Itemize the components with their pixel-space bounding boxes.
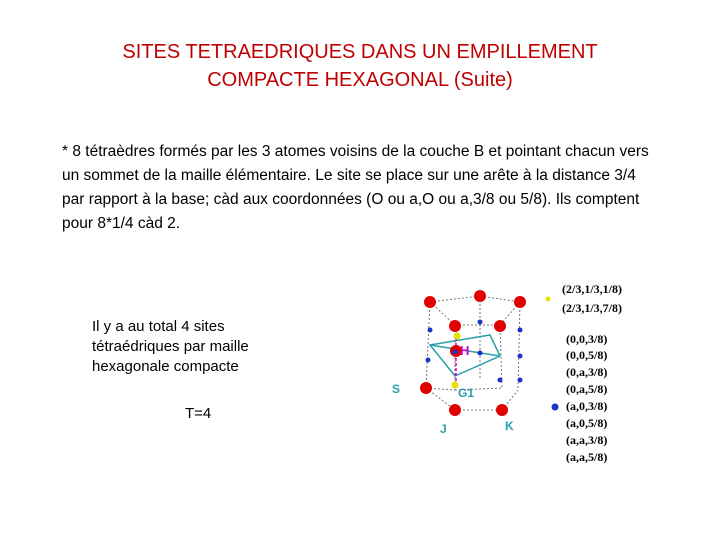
blue-coord: (a,a,5/8) [566, 450, 608, 464]
site-dot [426, 358, 431, 363]
label-s: S [392, 382, 401, 396]
blue-coord: (a,0,3/8) [566, 399, 608, 413]
body-paragraph: * 8 tétraèdres formés par les 3 atomes voisins de la couche B et pointant chacun vers un sommet de la maille élémentaire. Le site se place sur une arête à la distance 3/4 par rapport à la base; càd aux coordonnées (O ou a,O ou a,3/8 ou 5/8). Ils comptent pour 8*1/4 càd 2. [62, 143, 649, 232]
title-line-1: SITES TETRAEDRIQUES DANS UN EMPILLEMENT [122, 41, 598, 63]
blue-coord: (0,0,5/8) [566, 348, 608, 362]
yellow-coord: (2/3,1/3,1/8) [562, 282, 622, 296]
site-dot [478, 320, 483, 325]
total-sites-note: Il y a au total 4 sites tétraédriques par maille hexagonale compacte [92, 318, 249, 375]
site-dot [518, 378, 523, 383]
label-h: H [460, 343, 470, 358]
blue-coord: (0,a,3/8) [566, 365, 608, 379]
atom [449, 404, 461, 416]
yellow-coord: (2/3,1/3,7/8) [562, 301, 622, 315]
site-dot [518, 354, 523, 359]
atom [420, 382, 432, 394]
atom [474, 290, 486, 302]
blue-coord: (a,a,3/8) [566, 433, 608, 447]
site-dot [454, 333, 461, 340]
legend-blue-dot [552, 404, 559, 411]
t-value: T=4 [185, 405, 212, 422]
atom [514, 296, 526, 308]
atom [496, 404, 508, 416]
legend-yellow-dot [546, 297, 551, 302]
site-dot [518, 328, 523, 333]
title-line-2: COMPACTE HEXAGONAL (Suite) [207, 69, 513, 91]
blue-coord: (a,0,5/8) [566, 416, 608, 430]
label-k: K [505, 419, 514, 433]
label-j: J [440, 422, 447, 436]
blue-coordinate-list [566, 332, 607, 464]
site-dot [453, 350, 458, 355]
site-dot [428, 328, 433, 333]
label-g1: G1 [458, 386, 475, 400]
atom [424, 296, 436, 308]
site-dot [478, 351, 483, 356]
blue-coord: (0,0,3/8) [566, 332, 608, 346]
site-dot [498, 378, 503, 383]
blue-coord: (0,a,5/8) [566, 382, 608, 396]
atom [494, 320, 506, 332]
yellow-coordinate-list [562, 282, 622, 315]
atom [449, 320, 461, 332]
